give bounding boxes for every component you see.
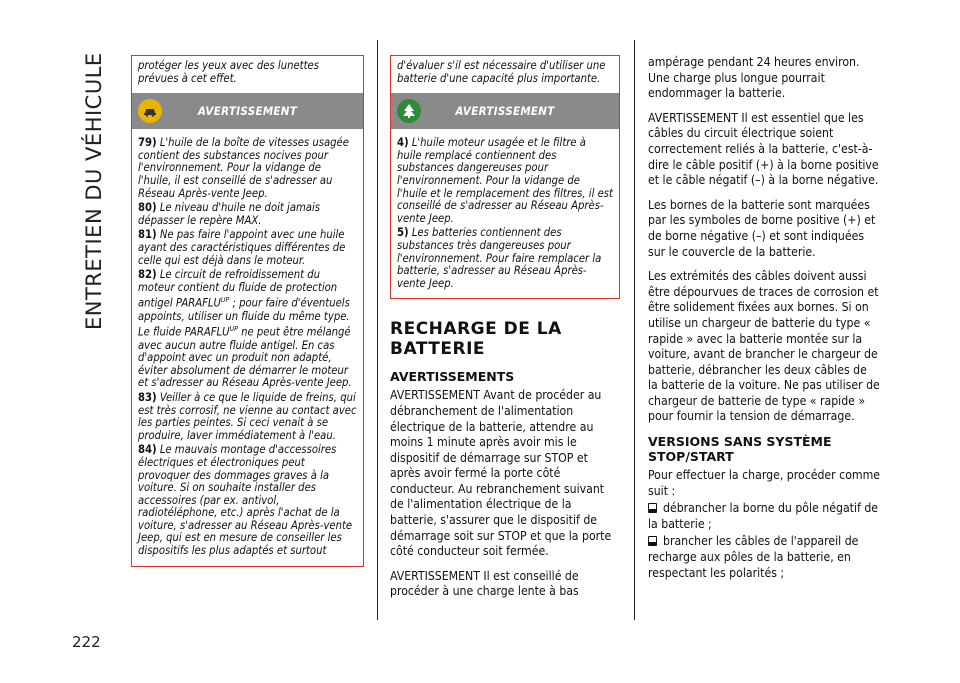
paragraph: AVERTISSEMENT Il est conseillé de procéder à une charge lente à bas [390, 568, 579, 599]
bullet-icon [648, 536, 657, 546]
warning-title: AVERTISSEMENT [197, 104, 298, 119]
warning-item: 79) L'huile de la boîte de vitesses usagée contient des substances nocives pour l'environnement. Pour la vidange de l'huile, il est conseillé de s'adresser au Réseau Après-vente Jeep. [138, 136, 349, 200]
warning-header [391, 93, 619, 129]
warning-item: 81) Ne pas faire l'appoint avec une huile ayant des caractéristiques différentes de celle qui est déjà dans le moteur. [138, 228, 346, 267]
warning-item: 83) Veiller à ce que le liquide de freins, qui est très corrosif, ne vienne au contact avec les parties peintes. Si ceci venait à se produire, laver immédiatement à l'eau. [138, 390, 357, 442]
list-item: brancher les câbles de l'appareil de recharge aux pôles de la batterie, en respectant les polarités ; [648, 534, 859, 580]
warning-header [132, 93, 363, 129]
warning-item: 5) Les batteries contiennent des substances très dangereuses pour l'environnement. Pour faire remplacer la batterie, s'adresser au Réseau Après-vente Jeep. [397, 226, 602, 290]
paragraph: Les extrémités des câbles doivent aussi être dépourvues de traces de corrosion et être solidement fixées aux bornes. Si on utilise un chargeur de batterie du type « rapide » avec la batterie montée sur la voiture, avant de brancher le chargeur de batterie, débrancher les deux câbles de la batterie de la voiture. Ne pas utiliser de chargeur de batterie de type « rapide » pour fournir la tension de démarrage. [648, 269, 880, 424]
warning-box-gearbox [131, 55, 364, 567]
column-1 [131, 55, 364, 567]
warning-item: 82) Le circuit de refroidissement du moteur contient du fluide de protection antigel $PARAFLU^{UP}$ ; pour faire d'éventuels appoints, utiliser un fluide du même type. Le fluide $PARAFLU^{UP}$ ne peut être mélangé avec aucun autre fluide antigel. En cas d'appoint avec un produit non adapté, éviter absolument de démarrer le moteur et s'adresser au Réseau Après-vente Jeep. [138, 268, 352, 390]
subsection-title: AVERTISSEMENTS [390, 369, 515, 385]
paragraph: AVERTISSEMENT Il est essentiel que les câbles du circuit électrique soient correctement reliés à la batterie, c'est-à-dire le câble positif (+) à la borne positive et le câble négatif (–) à la borne négative. [648, 110, 879, 188]
column-divider [377, 40, 378, 620]
section-title: RECHARGE DE LA BATTERIE [390, 319, 562, 360]
column-divider [634, 40, 635, 620]
list-item: débrancher la borne du pôle négatif de la batterie ; [648, 501, 879, 531]
paragraph: AVERTISSEMENT Avant de procéder au débranchement de l'alimentation électrique de la batterie, attendre au moins 1 minute après avoir mis le dispositif de démarrage sur STOP et après avoir fermé la porte côté conducteur. Au rebranchement suivant de l'alimentation électrique de la batterie, s'assurer que le dispositif de démarrage soit sur STOP et que la porte côté conducteur soit fermée. [390, 388, 612, 559]
paragraph: ampérage pendant 24 heures environ. Une charge plus longue pourrait endommager la batterie. [648, 55, 860, 101]
paragraph: Les bornes de la batterie sont marquées par les symboles de borne positive (+) et de borne négative (–) et sont indiquées sur le couvercle de la batterie. [648, 197, 876, 259]
column-2 [390, 55, 620, 609]
page-number: 222 [72, 633, 101, 651]
column-3 [648, 55, 880, 590]
warning-intro: d'évaluer s'il est nécessaire d'utiliser une batterie d'une capacité plus importante. [397, 59, 606, 85]
warning-item: 84) Le mauvais montage d'accessoires électriques et électroniques peut provoquer des dommages graves à la voiture. Si on souhaite installer des accessoires (par ex. antivol, radiotéléphone, etc.) après l'achat de la voiture, s'adresser au Réseau Après-vente Jeep, qui est en mesure de conseiller les dispositifs les plus adaptés et surtout [138, 443, 353, 558]
warning-intro: protéger les yeux avec des lunettes prévues à cet effet. [138, 59, 319, 85]
subsection-title: VERSIONS SANS SYSTÈME STOP/START [648, 434, 832, 465]
warning-item: 4) L'huile moteur usagée et le filtre à huile remplacé contiennent des substances dangereuses pour l'environnement. Pour la vidange de l'huile et le remplacement des filtres, il est conseillé de s'adresser au Réseau Après-vente Jeep. [397, 136, 613, 225]
warning-item: 80) Le niveau d'huile ne doit jamais dépasser le repère MAX. [138, 201, 321, 227]
paragraph: Pour effectuer la charge, procéder comme suit : [648, 468, 881, 498]
warning-title: AVERTISSEMENT [455, 104, 555, 119]
bullet-icon [648, 503, 657, 513]
warning-box-environment [390, 55, 620, 299]
chapter-title: ENTRETIEN DU VÉHICULE [82, 52, 106, 330]
